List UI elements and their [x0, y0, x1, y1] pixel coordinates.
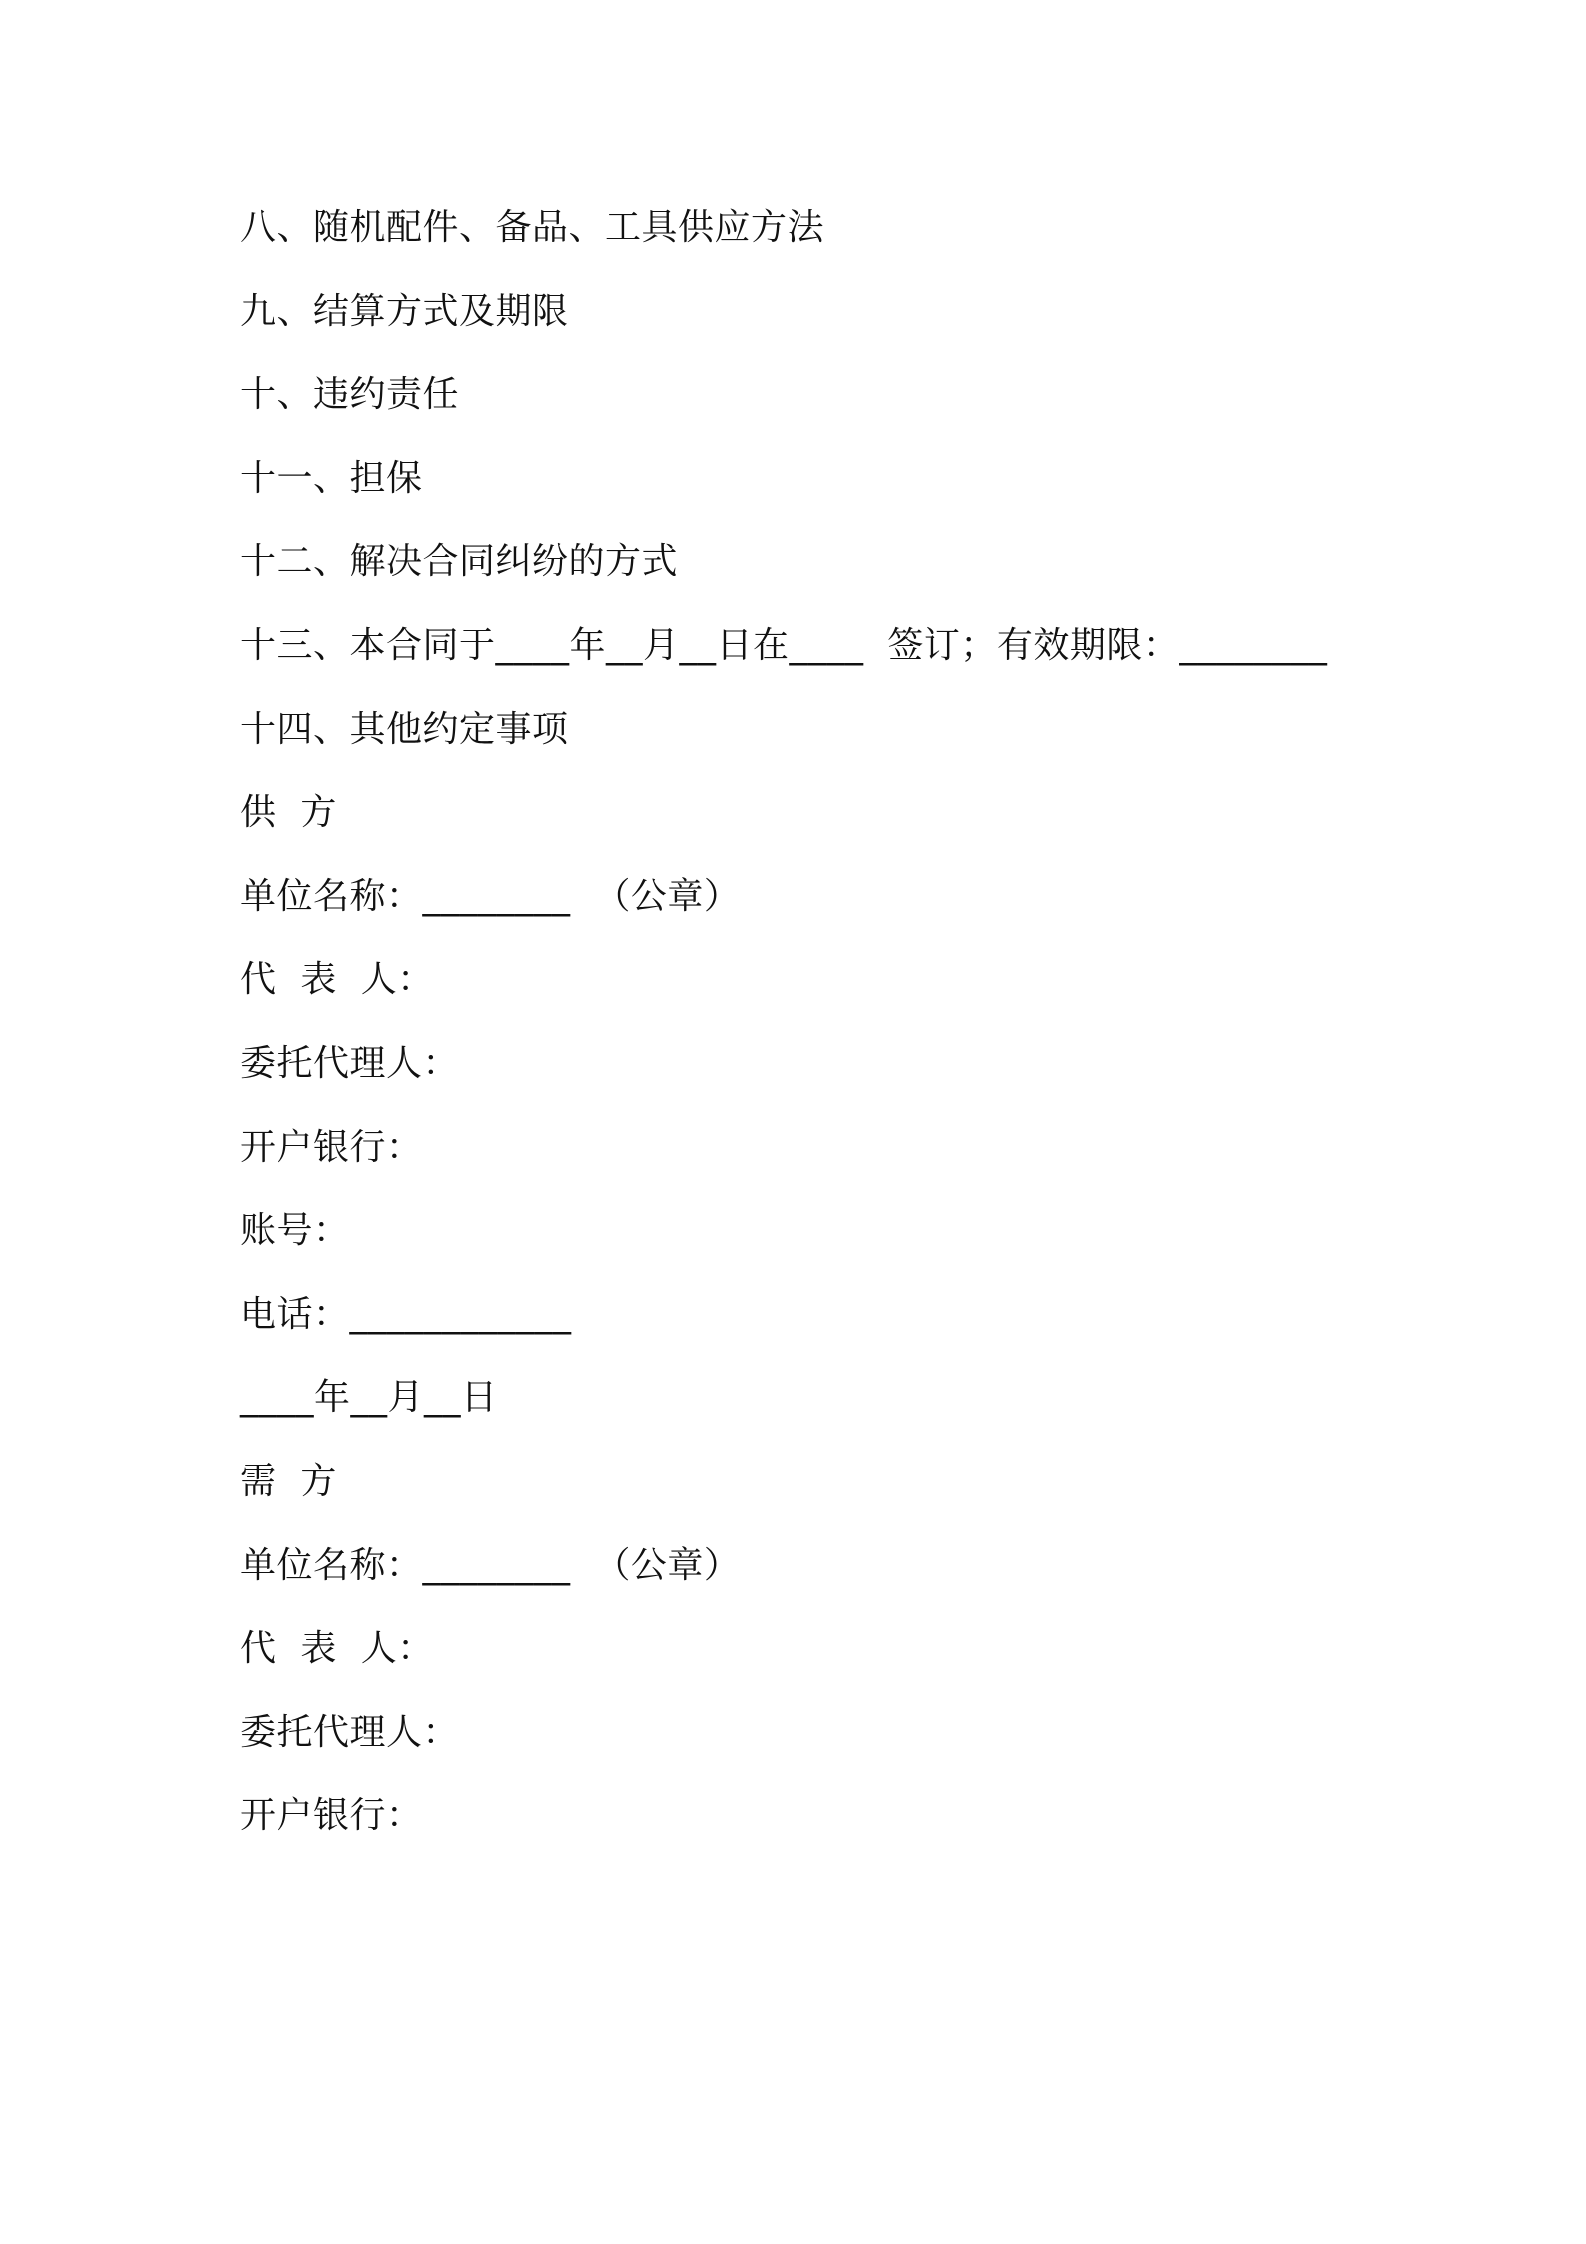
supplier-bank: 开户银行：: [240, 1126, 423, 1168]
buyer-company-name: 单位名称：________ （公章）: [240, 1544, 741, 1586]
clause-14: 十四、其他约定事项: [240, 708, 569, 750]
supplier-date: ____年__月__日: [240, 1377, 498, 1419]
buyer-heading: 需 方: [240, 1460, 337, 1502]
document-body: [240, 195, 1380, 1867]
supplier-company-name: 单位名称：________ （公章）: [240, 875, 741, 917]
supplier-representative: 代 表 人：: [240, 959, 434, 1001]
clause-9: 九、结算方式及期限: [240, 290, 569, 332]
supplier-agent: 委托代理人：: [240, 1042, 460, 1084]
supplier-heading: 供 方: [240, 792, 337, 834]
clause-12: 十二、解决合同纠纷的方式: [240, 541, 679, 583]
buyer-bank: 开户银行：: [240, 1795, 423, 1837]
buyer-representative: 代 表 人：: [240, 1628, 434, 1670]
supplier-phone: 电话：____________: [240, 1293, 572, 1335]
supplier-account: 账号：: [240, 1210, 350, 1252]
buyer-agent: 委托代理人：: [240, 1711, 460, 1753]
clause-11: 十一、担保: [240, 457, 423, 499]
clause-13: 十三、本合同于____年__月__日在____ 签订；有效期限：________: [240, 624, 1328, 666]
clause-10: 十、违约责任: [240, 374, 460, 416]
clause-8: 八、随机配件、备品、工具供应方法: [240, 207, 825, 248]
